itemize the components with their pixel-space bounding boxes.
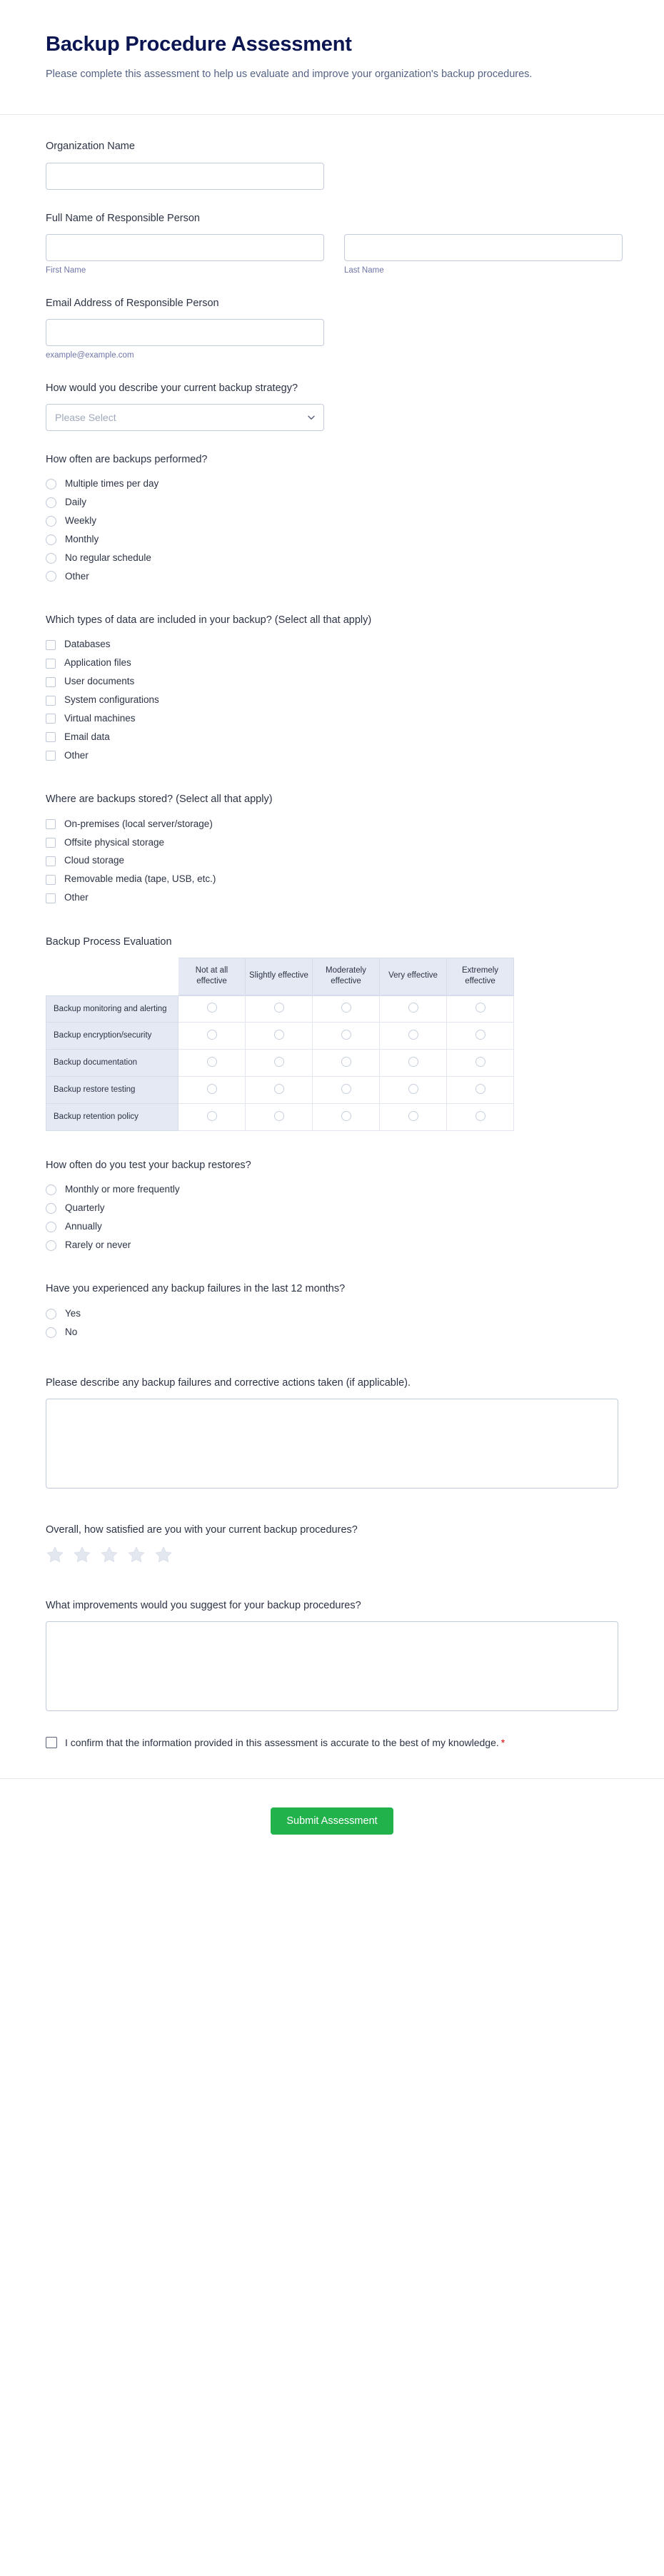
matrix-cell[interactable] <box>380 995 447 1023</box>
radio-icon[interactable] <box>46 1240 56 1251</box>
checkbox-icon[interactable] <box>46 819 56 829</box>
field-backup-frequency <box>46 452 618 586</box>
backup-strategy-label: How would you describe your current backup strategy? <box>46 382 298 394</box>
matrix-cell[interactable] <box>380 1023 447 1050</box>
radio-icon[interactable] <box>341 1030 351 1040</box>
radio-option[interactable] <box>46 549 618 567</box>
matrix-cell[interactable] <box>313 1050 380 1077</box>
radio-option-label: Quarterly <box>65 1202 105 1214</box>
matrix-row <box>46 1023 514 1050</box>
radio-icon[interactable] <box>207 1003 217 1013</box>
checkbox-option-label: User documents <box>64 676 135 687</box>
checkbox-option-label: Other <box>64 892 89 903</box>
matrix-cell[interactable] <box>380 1077 447 1104</box>
checkbox-option[interactable] <box>46 728 618 746</box>
checkbox-option-label: Other <box>64 749 89 761</box>
matrix-cell[interactable] <box>447 1023 514 1050</box>
checkbox-option[interactable] <box>46 833 618 852</box>
data-types-label: Which types of data are included in your backup? (Select all that apply) <box>46 614 372 626</box>
star-icon[interactable] <box>100 1546 119 1564</box>
radio-icon[interactable] <box>341 1057 351 1067</box>
matrix-cell[interactable] <box>380 1104 447 1131</box>
data-types-options <box>46 636 618 765</box>
matrix-row <box>46 1050 514 1077</box>
checkbox-option[interactable] <box>46 852 618 871</box>
checkbox-option[interactable] <box>46 709 618 728</box>
radio-icon[interactable] <box>207 1057 217 1067</box>
consent-text <box>65 1735 505 1751</box>
field-organization-name <box>46 139 618 189</box>
evaluation-matrix-table <box>46 958 514 1131</box>
matrix-cell[interactable] <box>246 1077 313 1104</box>
checkbox-icon[interactable] <box>46 875 56 885</box>
matrix-column-header: Very effective <box>380 958 447 995</box>
field-backup-failures <box>46 1282 618 1342</box>
matrix-cell[interactable] <box>178 1023 246 1050</box>
radio-icon[interactable] <box>46 1185 56 1195</box>
form-body <box>0 115 664 1750</box>
failure-description-label: Please describe any backup failures and corrective actions taken (if applicable). <box>46 1377 411 1389</box>
matrix-column-header: Not at all effective <box>178 958 246 995</box>
radio-icon[interactable] <box>274 1057 284 1067</box>
radio-option-label: Yes <box>65 1307 81 1319</box>
radio-option-label: No <box>65 1326 78 1337</box>
radio-icon[interactable] <box>341 1003 351 1013</box>
checkbox-option[interactable] <box>46 636 618 654</box>
radio-option-label: Multiple times per day <box>65 478 159 490</box>
field-satisfaction-rating <box>46 1523 618 1564</box>
checkbox-icon[interactable] <box>46 677 56 687</box>
backup-strategy-select-wrap <box>46 404 324 431</box>
restore-testing-label: How often do you test your backup restores? <box>46 1159 251 1171</box>
radio-option[interactable] <box>46 1200 618 1218</box>
radio-icon[interactable] <box>274 1030 284 1040</box>
radio-icon[interactable] <box>46 516 56 527</box>
consent-row[interactable] <box>46 1735 618 1751</box>
checkbox-option[interactable] <box>46 654 618 673</box>
checkbox-icon[interactable] <box>46 751 56 761</box>
form-footer <box>0 1778 664 1863</box>
radio-option[interactable] <box>46 1304 618 1323</box>
form-subtitle: Please complete this assessment to help us evaluate and improve your organization's backup procedures. <box>46 69 533 80</box>
matrix-cell[interactable] <box>447 995 514 1023</box>
radio-icon[interactable] <box>46 534 56 545</box>
radio-option-label: Monthly or more frequently <box>65 1184 180 1195</box>
star-icon[interactable] <box>154 1546 173 1564</box>
radio-icon[interactable] <box>408 1084 418 1094</box>
radio-option[interactable] <box>46 1181 618 1200</box>
checkbox-option-label: Cloud storage <box>64 855 125 866</box>
satisfaction-rating-label: Overall, how satisfied are you with your current backup procedures? <box>46 1524 358 1536</box>
radio-icon[interactable] <box>476 1030 486 1040</box>
matrix-row <box>46 995 514 1023</box>
checkbox-option[interactable] <box>46 889 618 908</box>
matrix-cell[interactable] <box>246 1023 313 1050</box>
field-backup-strategy <box>46 381 618 431</box>
field-data-types <box>46 613 618 765</box>
radio-icon[interactable] <box>46 1309 56 1319</box>
backup-strategy-select[interactable] <box>46 404 324 431</box>
checkbox-icon[interactable] <box>46 732 56 742</box>
radio-icon[interactable] <box>408 1057 418 1067</box>
last-name-sublabel: Last Name <box>344 265 384 275</box>
checkbox-option-label: Application files <box>64 657 131 669</box>
first-name-input[interactable] <box>46 234 324 261</box>
last-name-group <box>344 234 623 275</box>
matrix-row <box>46 1104 514 1131</box>
matrix-corner-cell <box>46 958 178 995</box>
radio-option-label: Rarely or never <box>65 1239 131 1250</box>
storage-locations-options <box>46 815 618 907</box>
matrix-row-label: Backup documentation <box>46 1050 178 1077</box>
full-name-label: Full Name of Responsible Person <box>46 212 200 224</box>
radio-icon[interactable] <box>476 1003 486 1013</box>
improvements-textarea[interactable] <box>46 1621 618 1711</box>
radio-option[interactable] <box>46 530 618 549</box>
field-email <box>46 296 618 360</box>
checkbox-option[interactable] <box>46 691 618 710</box>
radio-option-label: No regular schedule <box>65 552 151 563</box>
radio-icon[interactable] <box>46 497 56 508</box>
checkbox-option[interactable] <box>46 746 618 765</box>
radio-option-label: Annually <box>65 1220 102 1232</box>
improvements-label: What improvements would you suggest for your backup procedures? <box>46 1600 361 1612</box>
checkbox-icon[interactable] <box>46 856 56 866</box>
star-icon[interactable] <box>127 1546 146 1564</box>
matrix-cell[interactable] <box>178 1104 246 1131</box>
field-improvements <box>46 1598 618 1711</box>
matrix-cell[interactable] <box>447 1104 514 1131</box>
matrix-cell[interactable] <box>447 1077 514 1104</box>
email-sublabel: example@example.com <box>46 350 134 360</box>
matrix-cell[interactable] <box>313 995 380 1023</box>
radio-icon[interactable] <box>46 553 56 564</box>
matrix-row-label: Backup retention policy <box>46 1104 178 1131</box>
matrix-column-header: Slightly effective <box>246 958 313 995</box>
checkbox-icon[interactable] <box>46 640 56 650</box>
matrix-row-label: Backup restore testing <box>46 1077 178 1104</box>
radio-icon[interactable] <box>476 1057 486 1067</box>
matrix-cell[interactable] <box>313 1104 380 1131</box>
field-full-name <box>46 211 618 275</box>
field-evaluation-matrix <box>46 935 618 1131</box>
matrix-cell[interactable] <box>313 1077 380 1104</box>
storage-locations-label: Where are backups stored? (Select all that apply) <box>46 793 273 806</box>
field-restore-testing <box>46 1158 618 1255</box>
radio-icon[interactable] <box>207 1030 217 1040</box>
backup-frequency-label: How often are backups performed? <box>46 453 208 465</box>
failure-description-textarea[interactable] <box>46 1399 618 1489</box>
matrix-cell[interactable] <box>246 1104 313 1131</box>
checkbox-icon[interactable] <box>46 696 56 706</box>
evaluation-matrix-label: Backup Process Evaluation <box>46 935 172 948</box>
radio-icon[interactable] <box>408 1111 418 1121</box>
radio-icon[interactable] <box>46 1327 56 1338</box>
backup-frequency-options <box>46 475 618 586</box>
checkbox-option[interactable] <box>46 871 618 889</box>
radio-option-label: Monthly <box>65 533 99 544</box>
radio-icon[interactable] <box>476 1084 486 1094</box>
checkbox-icon[interactable] <box>46 838 56 848</box>
radio-icon[interactable] <box>274 1003 284 1013</box>
radio-option-label: Other <box>65 570 89 582</box>
radio-option[interactable] <box>46 1236 618 1254</box>
consent-checkbox-icon[interactable] <box>46 1737 57 1748</box>
matrix-row-label: Backup encryption/security <box>46 1023 178 1050</box>
restore-testing-options <box>46 1181 618 1255</box>
backup-failures-options <box>46 1304 618 1342</box>
radio-icon[interactable] <box>341 1084 351 1094</box>
radio-option[interactable] <box>46 475 618 494</box>
radio-icon[interactable] <box>341 1111 351 1121</box>
checkbox-option-label: Removable media (tape, USB, etc.) <box>64 873 216 885</box>
field-storage-locations <box>46 792 618 907</box>
submit-button[interactable]: Submit Assessment <box>271 1807 393 1835</box>
form-header <box>0 0 664 115</box>
checkbox-icon[interactable] <box>46 714 56 724</box>
checkbox-option[interactable] <box>46 673 618 691</box>
first-name-group <box>46 234 324 275</box>
checkbox-option-label: Email data <box>64 731 110 742</box>
checkbox-option-label: Databases <box>64 639 111 650</box>
star-icon[interactable] <box>73 1546 91 1564</box>
radio-option[interactable] <box>46 1217 618 1236</box>
radio-icon[interactable] <box>408 1003 418 1013</box>
matrix-cell[interactable] <box>246 1050 313 1077</box>
backup-strategy-selected-value: Please Select <box>55 411 116 423</box>
radio-option[interactable] <box>46 1323 618 1342</box>
organization-name-input[interactable] <box>46 163 324 190</box>
checkbox-option-label: Virtual machines <box>64 712 136 724</box>
radio-icon[interactable] <box>46 479 56 490</box>
required-asterisk: * <box>500 1737 505 1749</box>
checkbox-option[interactable] <box>46 815 618 833</box>
star-icon[interactable] <box>46 1546 64 1564</box>
checkbox-icon[interactable] <box>46 893 56 903</box>
matrix-cell[interactable] <box>380 1050 447 1077</box>
checkbox-option-label: On-premises (local server/storage) <box>64 818 213 829</box>
backup-failures-label: Have you experienced any backup failures in the last 12 months? <box>46 1283 346 1295</box>
checkbox-icon[interactable] <box>46 659 56 669</box>
radio-option[interactable] <box>46 493 618 512</box>
radio-icon[interactable] <box>207 1084 217 1094</box>
matrix-cell[interactable] <box>178 1050 246 1077</box>
matrix-cell[interactable] <box>447 1050 514 1077</box>
organization-name-label: Organization Name <box>46 141 135 153</box>
matrix-column-header: Extremely effective <box>447 958 514 995</box>
matrix-header-row <box>46 958 514 995</box>
matrix-row-label: Backup monitoring and alerting <box>46 995 178 1023</box>
last-name-input[interactable] <box>344 234 623 261</box>
matrix-row <box>46 1077 514 1104</box>
radio-option[interactable] <box>46 512 618 530</box>
radio-icon[interactable] <box>274 1084 284 1094</box>
first-name-sublabel: First Name <box>46 265 86 275</box>
radio-icon[interactable] <box>46 1222 56 1232</box>
radio-icon[interactable] <box>46 571 56 582</box>
radio-icon[interactable] <box>408 1030 418 1040</box>
consent-label: I confirm that the information provided in this assessment is accurate to the best of my knowledge. <box>65 1737 499 1749</box>
radio-icon[interactable] <box>207 1111 217 1121</box>
radio-option-label: Daily <box>65 496 87 507</box>
radio-option[interactable] <box>46 567 618 586</box>
satisfaction-star-group <box>46 1546 618 1564</box>
email-label: Email Address of Responsible Person <box>46 297 219 309</box>
radio-icon[interactable] <box>476 1111 486 1121</box>
field-failure-description <box>46 1376 618 1489</box>
matrix-cell[interactable] <box>313 1023 380 1050</box>
checkbox-option-label: System configurations <box>64 694 159 706</box>
matrix-cell[interactable] <box>178 1077 246 1104</box>
matrix-column-header: Moderately effective <box>313 958 380 995</box>
matrix-cell[interactable] <box>246 995 313 1023</box>
page-title: Backup Procedure Assessment <box>46 33 352 56</box>
email-input[interactable] <box>46 319 324 346</box>
checkbox-option-label: Offsite physical storage <box>64 836 165 848</box>
radio-icon[interactable] <box>274 1111 284 1121</box>
radio-icon[interactable] <box>46 1203 56 1214</box>
radio-option-label: Weekly <box>65 514 97 526</box>
matrix-cell[interactable] <box>178 995 246 1023</box>
